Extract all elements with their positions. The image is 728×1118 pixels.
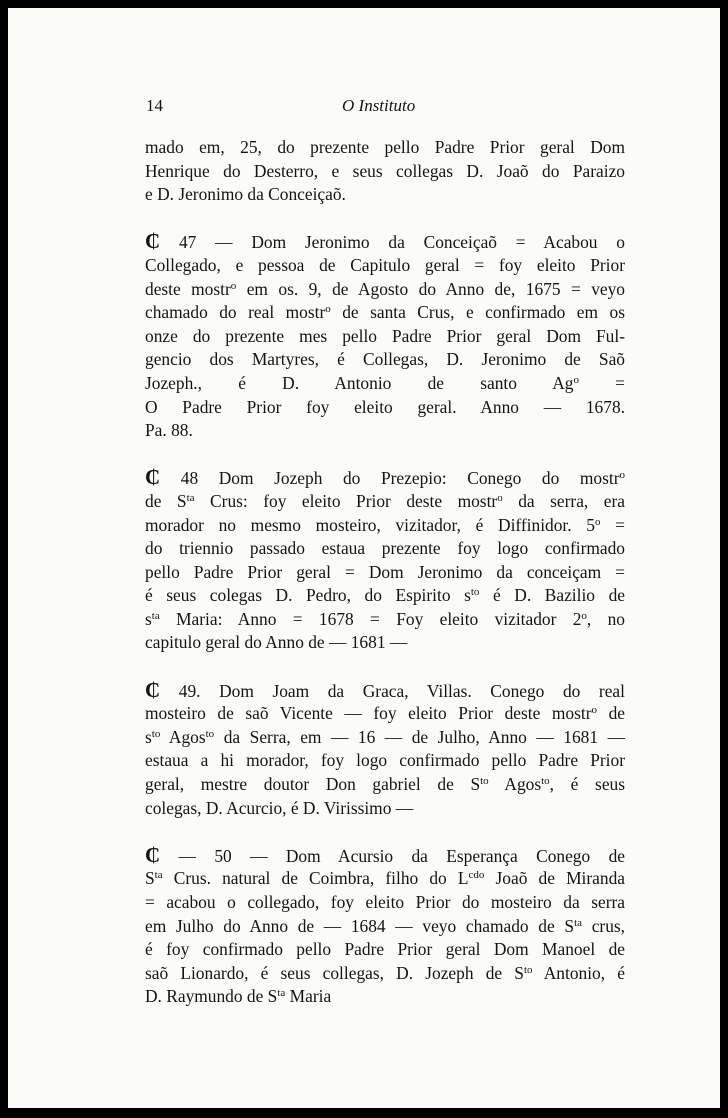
superscript-abbrev: o <box>591 704 598 717</box>
text-run: é seus colegas D. Pedro, do Espirito s <box>145 585 471 606</box>
text-line <box>145 466 625 490</box>
text-run: , é seus <box>549 774 625 795</box>
page-number: 14 <box>146 96 163 115</box>
text-line <box>145 702 625 726</box>
text-line <box>145 348 625 372</box>
text-run: é foy confirmado pello Padre Prior geral Dom Manoel de <box>145 939 625 960</box>
text-run: estaua a hi morador, foy logo confirmado pello Padre Prior <box>145 750 625 771</box>
superscript-abbrev: o <box>325 303 331 316</box>
superscript-abbrev: o <box>619 469 625 482</box>
journal-title: O Instituto <box>342 96 416 115</box>
text-run: s <box>145 608 152 629</box>
text-run: = <box>578 372 625 393</box>
text-line <box>145 537 625 561</box>
text-run: Maria: Anno = 1678 = Foy eleito vizitador 2 <box>159 608 582 629</box>
text-line <box>145 584 625 608</box>
paragraph <box>145 230 625 442</box>
text-run: Antonio, é <box>532 962 625 983</box>
text-line <box>145 230 625 254</box>
text-line <box>145 726 625 750</box>
text-run: morador no mesmo mosteiro, vizitador, é Diffinidor. 5 <box>145 514 595 535</box>
book-page <box>8 8 720 1108</box>
text-run: , no <box>586 608 625 629</box>
superscript-abbrev: o <box>595 515 601 528</box>
superscript-abbrev: to <box>480 775 489 788</box>
paragraph <box>145 679 625 821</box>
text-run: mosteiro de saõ Vicente — foy eleito Prior deste mostr <box>145 703 592 724</box>
text-line <box>145 160 625 184</box>
superscript-abbrev: o <box>581 609 587 622</box>
text-run: mado em, 25, do prezente pello Padre Prior geral Dom <box>145 137 625 157</box>
text-run: Henrique do Desterro, e seus collegas D. Joaõ do Paraizo <box>145 160 625 181</box>
superscript-abbrev: ta <box>154 869 163 882</box>
text-run: de santa Crus, e confirmado em os <box>330 302 625 323</box>
text-line <box>145 136 625 160</box>
running-head <box>146 96 626 120</box>
superscript-abbrev: ta <box>277 987 286 1000</box>
text-run: pello Padre Prior geral = Dom Jeronimo da conceiçam = <box>145 561 625 582</box>
paragraph-mark-icon: ₵ <box>145 842 161 867</box>
text-run: gencio dos Martyres, é Collegas, D. Jeronimo de Saõ <box>145 349 625 370</box>
paragraph-mark-icon: ₵ <box>145 229 161 254</box>
text-run: Pa. 88. <box>145 420 193 441</box>
text-run: da Serra, em — 16 — de Julho, Anno — 1681 — <box>214 726 625 747</box>
text-run: saõ Lionardo, é seus collegas, D. Jozeph de S <box>145 962 524 983</box>
paragraph-mark-icon: ₵ <box>145 465 161 490</box>
text-run: de <box>597 703 625 724</box>
text-run: 48 Dom Jozeph do Prezepio: Conego do mostr <box>160 468 620 489</box>
text-run: é D. Bazilio de <box>479 585 625 606</box>
text-run: Jozeph., é D. Antonio de santo Ag <box>145 372 574 393</box>
text-run: 49. Dom Joam da Graca, Villas. Conego do real <box>160 680 625 701</box>
paragraph <box>145 844 625 1009</box>
text-run: 47 — Dom Jeronimo da Conceiçaõ = Acabou o <box>160 232 625 253</box>
text-line <box>145 183 625 207</box>
text-line <box>145 631 625 655</box>
text-run: de S <box>145 490 187 511</box>
text-run: em Julho do Anno de — 1684 — veyo chamado de S <box>145 915 575 936</box>
text-run: em os. 9, de Agosto do Anno de, 1675 = veyo <box>236 278 625 299</box>
superscript-abbrev: ta <box>186 491 195 504</box>
paragraph <box>145 136 625 207</box>
text-line <box>145 891 625 915</box>
superscript-abbrev: ta <box>574 916 583 929</box>
text-line <box>145 372 625 396</box>
text-run: D. Raymundo de S <box>145 986 278 1007</box>
text-run: chamado do real mostr <box>145 302 326 323</box>
text-line <box>145 985 625 1009</box>
text-run: Crus. natural de Coimbra, filho do L <box>162 868 469 889</box>
text-run: Collegado, e pessoa de Capitulo geral = foy eleito Prior <box>145 254 625 275</box>
text-run: colegas, D. Acurcio, é D. Virissimo — <box>145 797 414 818</box>
superscript-abbrev: to <box>151 727 161 740</box>
text-line <box>145 797 625 821</box>
text-line <box>145 938 625 962</box>
text-line <box>145 325 625 349</box>
superscript-abbrev: to <box>205 727 215 740</box>
text-run: Joaõ de Miranda <box>484 868 626 889</box>
text-run: e D. Jeronimo da Conceiçaõ. <box>145 184 346 205</box>
superscript-abbrev: o <box>497 491 503 504</box>
paragraph-mark-icon: ₵ <box>145 677 161 702</box>
text-run: — 50 — Dom Acursio da Esperança Conego de <box>160 845 625 866</box>
text-run: onze do prezente mes pello Padre Prior geral Dom Ful- <box>145 325 625 346</box>
text-line <box>145 962 625 986</box>
text-line <box>145 301 625 325</box>
text-line <box>145 679 625 703</box>
text-line <box>145 749 625 773</box>
text-line <box>145 561 625 585</box>
text-line <box>145 490 625 514</box>
superscript-abbrev: cdo <box>468 869 485 882</box>
text-run: = acabou o collegado, foy eleito Prior do mosteiro da serra <box>145 892 625 912</box>
text-line <box>145 867 625 891</box>
text-line <box>145 915 625 939</box>
text-run: crus, <box>582 915 626 936</box>
text-run: s <box>145 726 152 747</box>
text-line <box>145 278 625 302</box>
text-run: Agos <box>488 774 542 795</box>
text-run: S <box>145 868 155 889</box>
text-line <box>145 844 625 868</box>
superscript-abbrev: to <box>523 963 533 976</box>
text-run: capitulo geral do Anno de — 1681 — <box>145 632 408 653</box>
text-line <box>145 396 625 420</box>
paragraph <box>145 466 625 655</box>
superscript-abbrev: o <box>573 373 579 386</box>
body-text <box>145 136 625 1033</box>
text-run: Agos <box>160 726 206 747</box>
superscript-abbrev: o <box>230 279 237 292</box>
superscript-abbrev: ta <box>151 609 160 622</box>
text-run: Crus: foy eleito Prior deste mostr <box>194 490 498 511</box>
text-run: geral, mestre doutor Don gabriel de S <box>145 774 481 795</box>
superscript-abbrev: to <box>470 586 480 599</box>
superscript-abbrev: to <box>541 775 550 788</box>
text-line <box>145 419 625 443</box>
text-line <box>145 608 625 632</box>
text-line <box>145 254 625 278</box>
text-run: Maria <box>285 986 332 1007</box>
text-run: da serra, era <box>502 490 625 511</box>
text-run: deste mostr <box>145 278 231 299</box>
text-run: do triennio passado estaua prezente foy logo confirmado <box>145 538 625 559</box>
text-line <box>145 773 625 797</box>
text-line <box>145 514 625 538</box>
text-run: = <box>600 514 625 535</box>
text-run: O Padre Prior foy eleito geral. Anno — 1678. <box>145 396 625 417</box>
